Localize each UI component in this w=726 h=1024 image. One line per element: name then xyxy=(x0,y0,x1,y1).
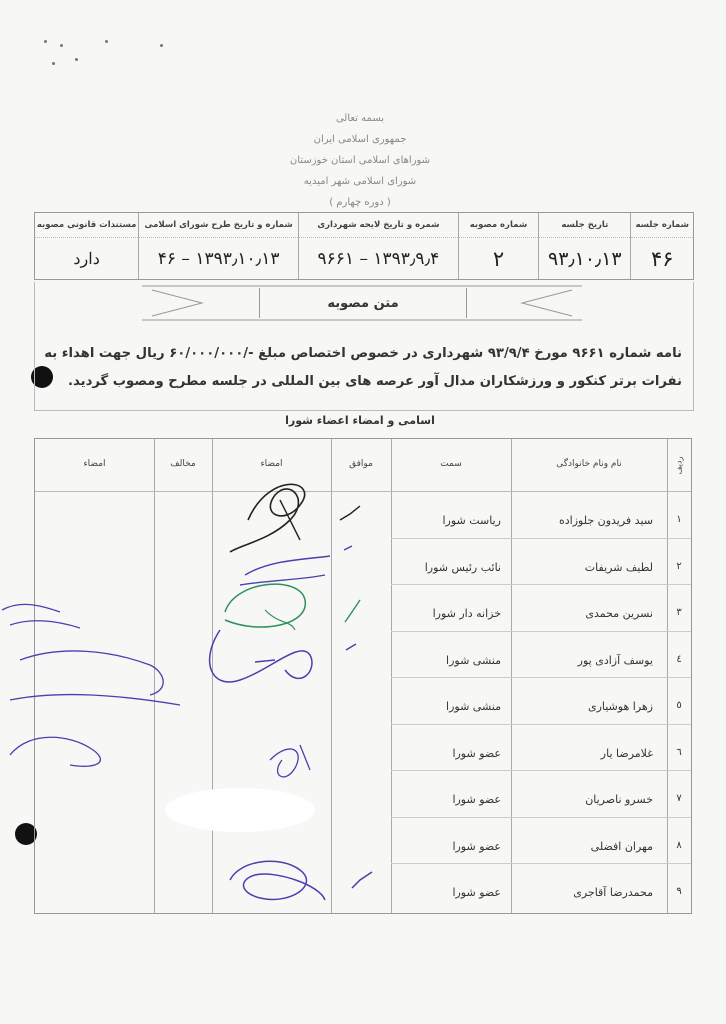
resolution-banner xyxy=(142,284,582,322)
session-date-value: ۹۳٫۱۰٫۱۳ xyxy=(548,247,622,270)
row-divider xyxy=(391,817,691,818)
member-position: عضو شورا xyxy=(452,886,501,900)
member-position: عضو شورا xyxy=(452,746,501,760)
header-agree: موافق xyxy=(349,459,373,469)
header-signature: امضاء xyxy=(260,459,283,469)
scan-speck xyxy=(52,62,55,65)
member-position: نائب رئیس شورا xyxy=(424,560,501,574)
header-name: نام ونام خانوادگی xyxy=(556,459,622,469)
session-info-table xyxy=(34,212,694,280)
member-index: ۱ xyxy=(676,514,682,526)
bill-cell xyxy=(298,213,458,279)
header-oppose: مخالف xyxy=(170,459,196,469)
province-council: شوراهای اسلامی استان خوزستان xyxy=(289,155,431,166)
row-divider xyxy=(391,677,691,678)
member-index: ٤ xyxy=(676,653,682,665)
member-name: خسرو ناصریان xyxy=(585,793,653,807)
column-divider xyxy=(154,439,155,913)
letterhead xyxy=(230,108,490,213)
plan-cell xyxy=(138,213,298,279)
row-divider xyxy=(391,863,691,864)
resolution-title: متن مصوبه xyxy=(259,288,467,318)
plan-label: شماره و تاریخ طرح شورای اسلامی xyxy=(139,213,298,238)
member-index: ٦ xyxy=(676,746,682,758)
bill-label: شمره و تاریخ لایحه شهرداری xyxy=(299,213,458,238)
member-name: لطیف شریفات xyxy=(584,560,653,574)
member-position: منشی شورا xyxy=(446,653,501,667)
member-position: عضو شورا xyxy=(452,793,501,807)
column-divider xyxy=(391,439,392,913)
members-title: اسامی و امضاء اعضاء شورا xyxy=(285,414,435,427)
member-name: سید فریدون جلوزاده xyxy=(558,514,653,528)
basmala: بسمه تعالی xyxy=(335,113,385,124)
country-name: جمهوری اسلامی ایران xyxy=(313,134,407,145)
plan-value: ۴۶ – ۱۳۹۳٫۱۰٫۱۳ xyxy=(157,248,280,269)
legal-basis-value: دارد xyxy=(73,249,100,268)
member-index: ۳ xyxy=(676,607,682,619)
scan-speck xyxy=(60,44,63,47)
council-term: ( دوره چهارم ) xyxy=(329,197,391,208)
member-position: ریاست شورا xyxy=(442,514,501,528)
member-position: خزانه دار شورا xyxy=(432,607,501,621)
header-divider xyxy=(35,491,691,492)
resolution-number-cell xyxy=(458,213,538,279)
member-name: زهرا هوشیاری xyxy=(587,700,653,714)
header-position: سمت xyxy=(440,459,462,469)
session-number-value: ۴۶ xyxy=(650,246,674,271)
member-index: ۲ xyxy=(676,560,682,572)
member-name: یوسف آزادی پور xyxy=(577,653,653,667)
city-council: شورای اسلامی شهر امیدیه xyxy=(303,176,417,187)
bill-value: ۹۶۶۱ – ۱۳۹۳٫۹٫۴ xyxy=(317,248,440,269)
member-index: ۸ xyxy=(676,839,682,851)
row-divider xyxy=(391,538,691,539)
session-number-label: شماره جلسه xyxy=(631,213,693,238)
session-date-label: تاریخ جلسه xyxy=(539,213,630,238)
resolution-text: نامه شماره ۹۶۶۱ مورخ ۹۳/۹/۴ شهرداری در خصوص اختصاص مبلغ -/۶۰/۰۰۰/۰۰۰ ریال جهت اهداء به نفرات برتر کنکور و ورزشکاران مدال آور عرصه های بین المللی در جلسه مطرح ومصوب گردید. xyxy=(44,346,682,389)
member-index: ۷ xyxy=(676,793,682,805)
member-name: محمدرضا آقاجری xyxy=(573,886,653,900)
member-name: غلامرضا یار xyxy=(600,746,653,760)
session-number-cell xyxy=(630,213,693,279)
legal-basis-cell xyxy=(35,213,138,279)
members-table xyxy=(34,438,692,914)
row-divider xyxy=(391,631,691,632)
column-divider xyxy=(331,439,332,913)
resolution-number-value: ۲ xyxy=(492,246,505,271)
legal-basis-label: مستندات قانونی مصوبه xyxy=(35,213,138,238)
member-index: ٥ xyxy=(676,700,682,712)
row-divider xyxy=(391,724,691,725)
row-divider xyxy=(391,770,691,771)
member-name: نسرین محمدی xyxy=(585,607,653,621)
column-divider xyxy=(667,439,668,913)
resolution-number-label: شماره مصوبه xyxy=(459,213,538,238)
row-divider xyxy=(391,584,691,585)
member-index: ۹ xyxy=(676,886,682,898)
scan-speck xyxy=(75,58,78,61)
session-date-cell xyxy=(538,213,630,279)
scan-speck xyxy=(105,40,108,43)
scan-speck xyxy=(160,44,163,47)
header-signature-2: امضاء xyxy=(83,459,106,469)
header-row: ردیف xyxy=(674,456,684,475)
column-divider xyxy=(212,439,213,913)
member-name: مهران افضلی xyxy=(590,839,653,853)
member-position: منشی شورا xyxy=(446,700,501,714)
member-position: عضو شورا xyxy=(452,839,501,853)
scan-speck xyxy=(44,40,47,43)
column-divider xyxy=(511,439,512,913)
